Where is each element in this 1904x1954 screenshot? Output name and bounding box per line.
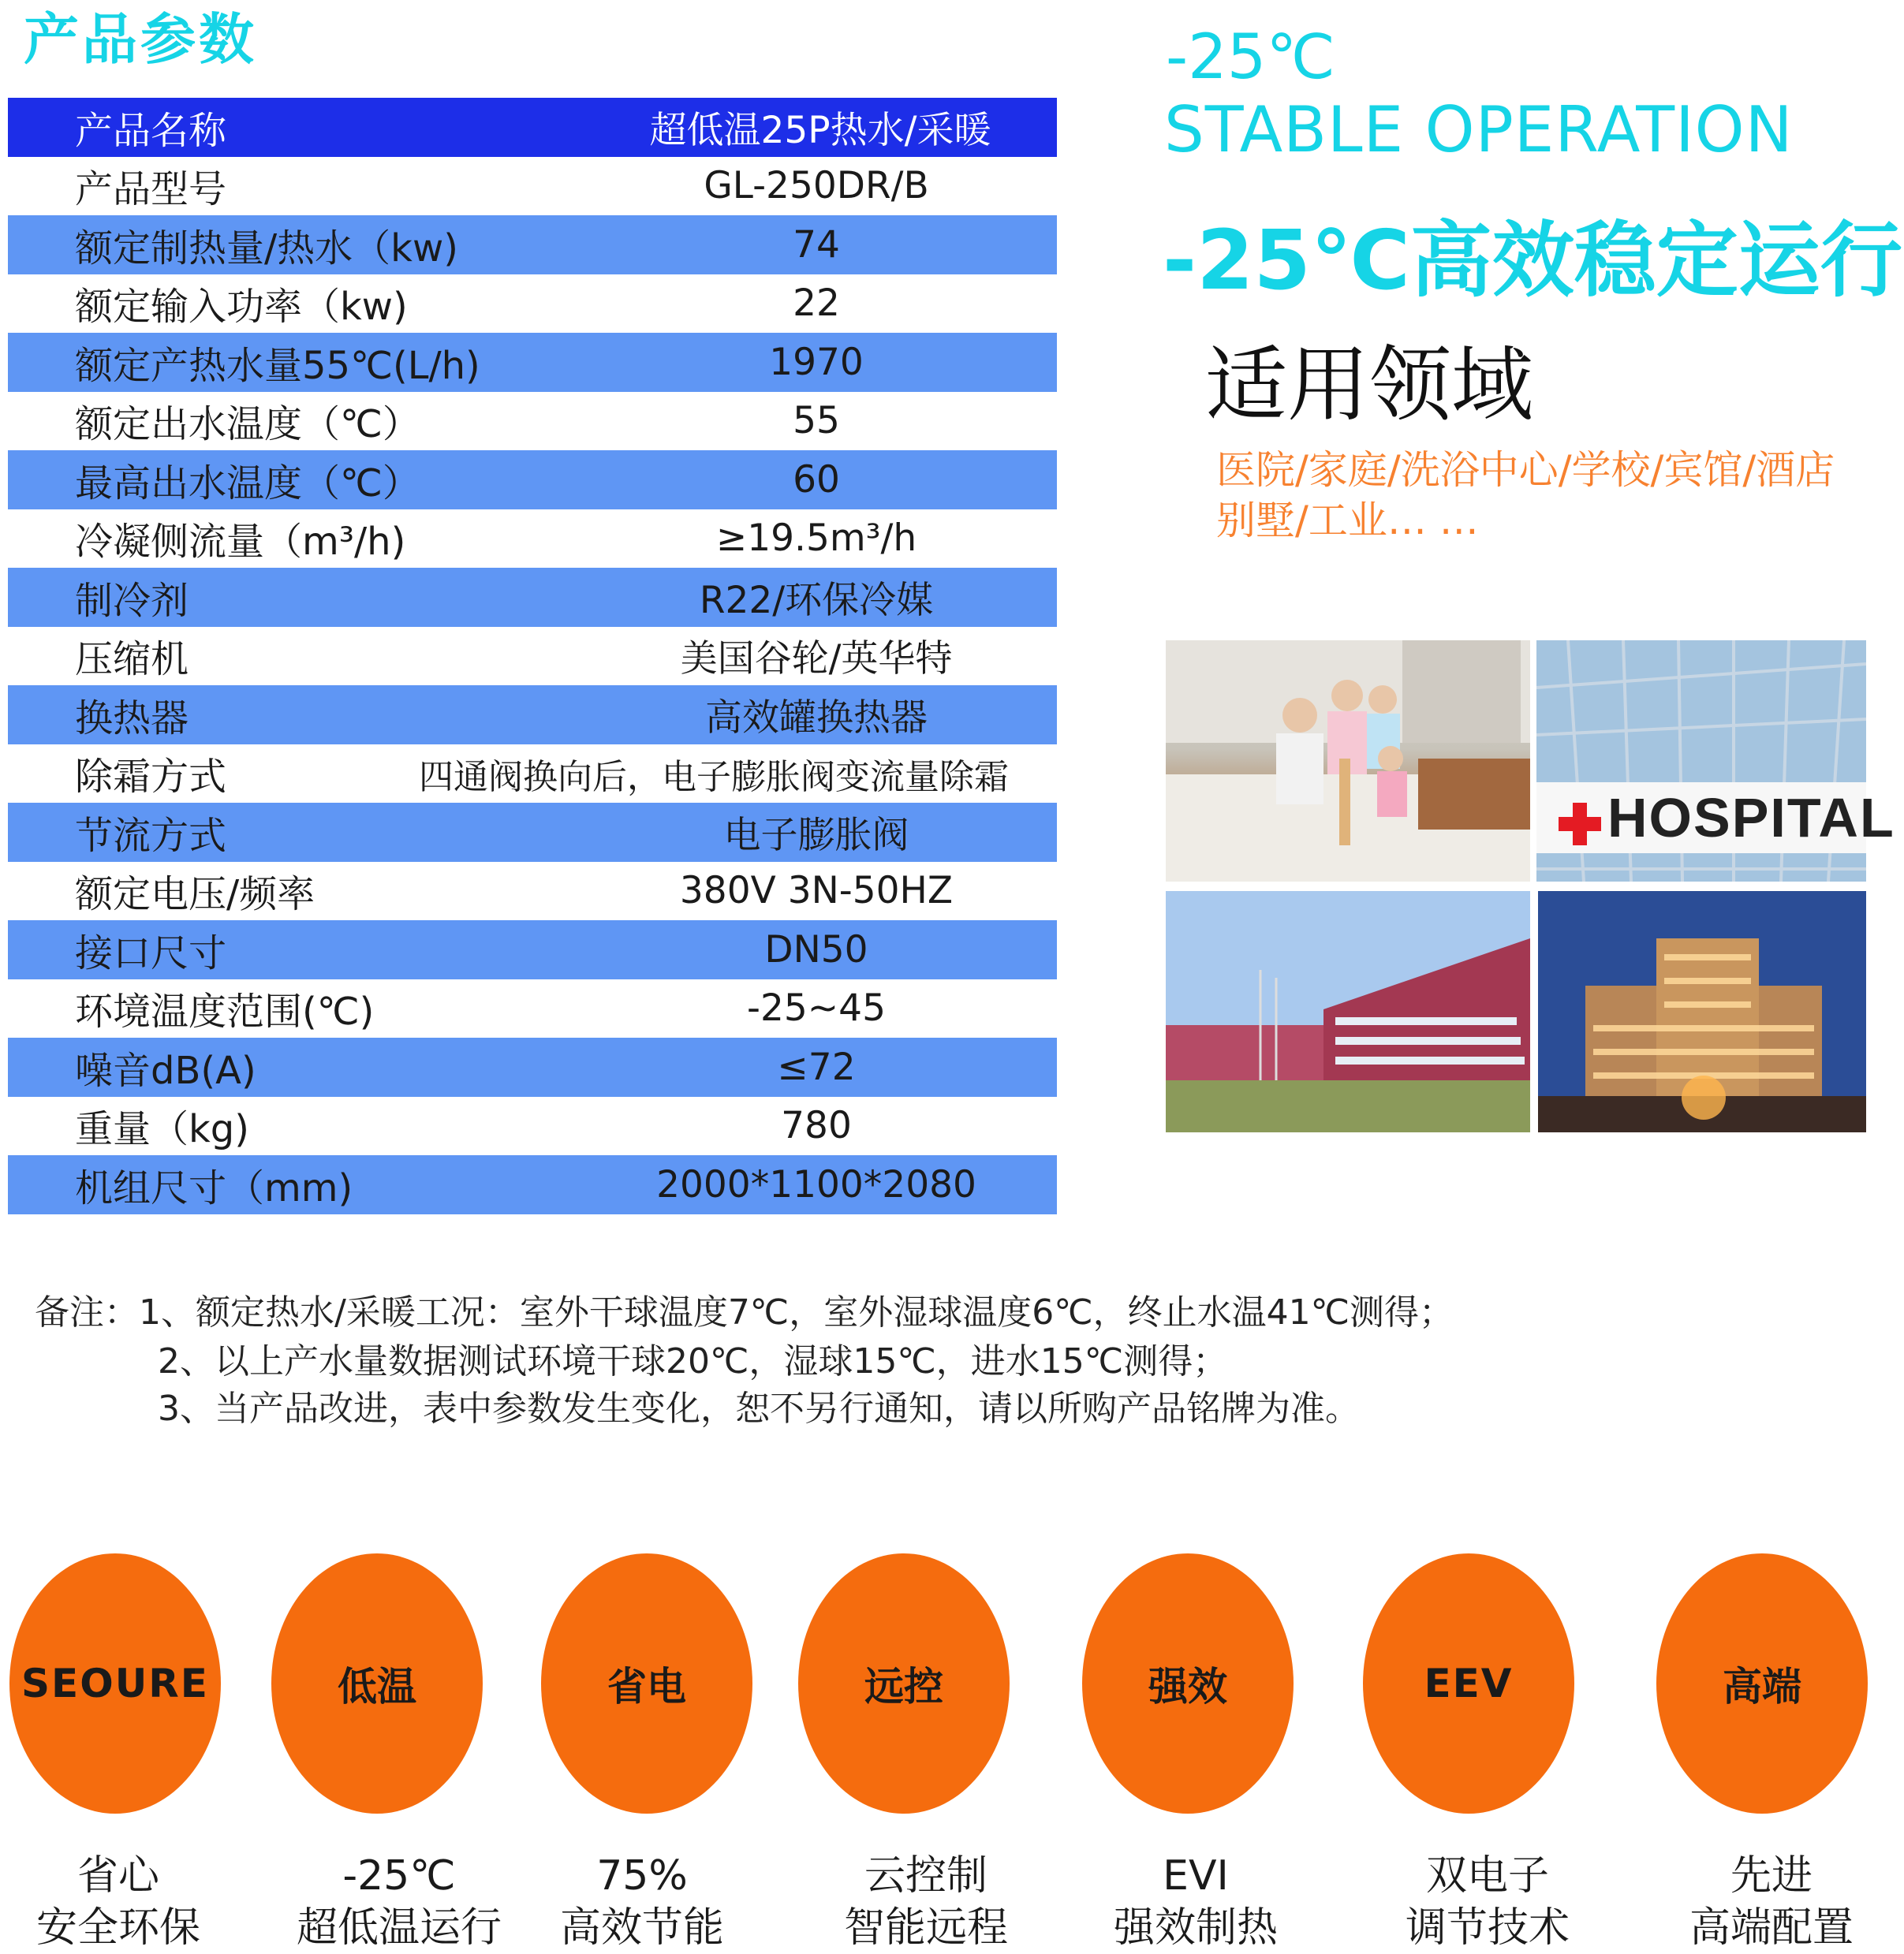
- feature-caption: [1369, 1850, 1606, 1954]
- feature-badge-high-end: 高端: [1656, 1553, 1868, 1814]
- row-value: ≤72: [777, 1045, 856, 1089]
- feature-caption-line: 双电子: [1425, 1852, 1549, 1900]
- feature-caption-line: 75%: [596, 1852, 688, 1900]
- feature-caption-line: 高端配置: [1689, 1904, 1854, 1952]
- row-label: 产品名称: [75, 108, 227, 153]
- row-label: 换热器: [75, 695, 189, 740]
- table-row: [8, 862, 1057, 921]
- row-value: 高效罐换热器: [705, 695, 928, 740]
- table-row: [8, 803, 1057, 862]
- feature-badge-power-saving: 省电: [541, 1553, 752, 1814]
- feature-caption-line: EVI: [1163, 1852, 1229, 1900]
- section-title: 产品参数: [24, 7, 257, 72]
- row-value: R22/环保冷媒: [699, 578, 934, 622]
- row-label: 制冷剂: [75, 578, 189, 623]
- feature-caption-line: 省心: [77, 1852, 159, 1900]
- feature-caption-line: 强效制热: [1113, 1904, 1278, 1952]
- table-row: [8, 509, 1057, 569]
- row-label: 额定出水温度（℃）: [75, 402, 420, 447]
- row-label: 产品型号: [75, 167, 227, 212]
- row-value: 780: [781, 1104, 852, 1148]
- table-row: [8, 627, 1057, 686]
- feature-badge-seoure: SEOURE: [9, 1553, 221, 1814]
- row-label: 冷凝侧流量（m³/h): [75, 520, 406, 565]
- row-label: 额定电压/频率: [75, 872, 315, 917]
- row-value: DN50: [764, 927, 868, 971]
- feature-caption: [808, 1850, 1044, 1954]
- row-label: 环境温度范围(℃): [75, 990, 375, 1035]
- note-line: 备注：1、额定热水/采暖工况：室外干球温度7℃，室外湿球温度6℃，终止水温41℃测得；: [35, 1292, 1454, 1333]
- table-row: [8, 744, 1057, 804]
- feature-caption-line: 调节技术: [1405, 1904, 1570, 1952]
- hotel-photo: [1538, 891, 1866, 1132]
- table-row: [8, 1155, 1057, 1214]
- spec-table: [8, 98, 1057, 1214]
- row-label: 额定制热量/热水（kw): [75, 226, 458, 270]
- row-label: 机组尺寸（mm): [75, 1165, 353, 1210]
- application-list: 别墅/工业… …: [1216, 498, 1479, 543]
- row-label: 噪音dB(A): [75, 1048, 256, 1093]
- note-line: 3、当产品改进，表中参数发生变化，恕不另行通知，请以所购产品铭牌为准。: [158, 1389, 1360, 1429]
- feature-caption: [0, 1850, 237, 1954]
- feature-badge-strong: 强效: [1082, 1553, 1294, 1814]
- hotel-building-illustration: [1538, 891, 1866, 1132]
- feature-caption-line: 云控制: [864, 1852, 987, 1900]
- table-row: [8, 1097, 1057, 1156]
- feature-caption-line: 智能远程: [843, 1904, 1008, 1952]
- efficient-operation-title: -25℃高效稳定运行: [1163, 212, 1902, 308]
- feature-caption-line: 先进: [1730, 1852, 1813, 1900]
- row-value: 22: [793, 282, 840, 326]
- school-building-illustration: [1166, 891, 1530, 1132]
- row-value: 美国谷轮/英华特: [680, 637, 953, 681]
- feature-caption-line: 高效节能: [559, 1904, 724, 1952]
- row-value: 电子膨胀阀: [723, 813, 909, 857]
- table-row: [8, 215, 1057, 274]
- row-label: 最高出水温度（℃）: [75, 461, 420, 505]
- feature-caption-line: 超低温运行: [296, 1904, 502, 1952]
- red-cross-icon: [1559, 803, 1601, 845]
- table-row: [8, 568, 1057, 627]
- feature-caption-line: -25℃: [342, 1852, 456, 1900]
- table-row: [8, 1038, 1057, 1097]
- table-row: [8, 979, 1057, 1039]
- row-value: 60: [793, 457, 840, 502]
- feature-badge-low-temp: 低温: [271, 1553, 483, 1814]
- row-label: 压缩机: [75, 637, 189, 682]
- row-label: 额定输入功率（kw): [75, 285, 408, 330]
- table-row: [8, 274, 1057, 334]
- hospital-photo: [1536, 640, 1895, 882]
- stable-operation-heading: STABLE OPERATION: [1164, 93, 1794, 166]
- note-line: 2、以上产水量数据测试环境干球20℃，湿球15℃，进水15℃测得；: [158, 1341, 1228, 1382]
- row-value: 超低温25P热水/采暖: [649, 108, 991, 152]
- row-label: 接口尺寸: [75, 930, 227, 975]
- feature-caption: [1077, 1850, 1314, 1954]
- row-label: 额定产热水量55℃(L/h): [75, 343, 480, 388]
- school-photo: [1166, 891, 1530, 1132]
- row-value: -25~45: [747, 986, 886, 1031]
- row-label: 节流方式: [75, 813, 227, 858]
- feature-badge-eev: EEV: [1363, 1553, 1574, 1814]
- table-row: [8, 157, 1057, 216]
- row-value: GL-250DR/B: [704, 164, 929, 208]
- temperature-heading: -25℃: [1166, 22, 1335, 93]
- feature-caption: [281, 1850, 517, 1954]
- table-row: [8, 98, 1057, 157]
- row-value: 380V 3N-50HZ: [679, 869, 954, 913]
- feature-caption: [1653, 1850, 1890, 1954]
- row-label: 除霜方式: [75, 755, 227, 800]
- table-row: [8, 450, 1057, 509]
- feature-caption: [524, 1850, 760, 1954]
- row-label: 重量（kg): [75, 1107, 249, 1152]
- table-row: [8, 685, 1057, 744]
- table-row: [8, 920, 1057, 979]
- feature-caption-line: 安全环保: [35, 1904, 200, 1952]
- row-value: 1970: [769, 340, 864, 384]
- row-value: 四通阀换向后，电子膨胀阀变流量除霜: [419, 756, 1009, 797]
- row-value: 74: [793, 222, 840, 267]
- hospital-sign: HOSPITAL: [1536, 782, 1866, 853]
- row-value: 55: [793, 399, 840, 443]
- table-row: [8, 392, 1057, 451]
- table-row: [8, 333, 1057, 392]
- row-value: ≥19.5m³/h: [715, 516, 917, 561]
- feature-badge-remote: 远控: [798, 1553, 1010, 1814]
- application-title: 适用领域: [1205, 337, 1534, 433]
- family-photo: [1166, 640, 1530, 882]
- family-illustration: [1166, 640, 1530, 882]
- application-list: 医院/家庭/洗浴中心/学校/宾馆/酒店: [1216, 447, 1835, 493]
- row-value: 2000*1100*2080: [656, 1162, 976, 1206]
